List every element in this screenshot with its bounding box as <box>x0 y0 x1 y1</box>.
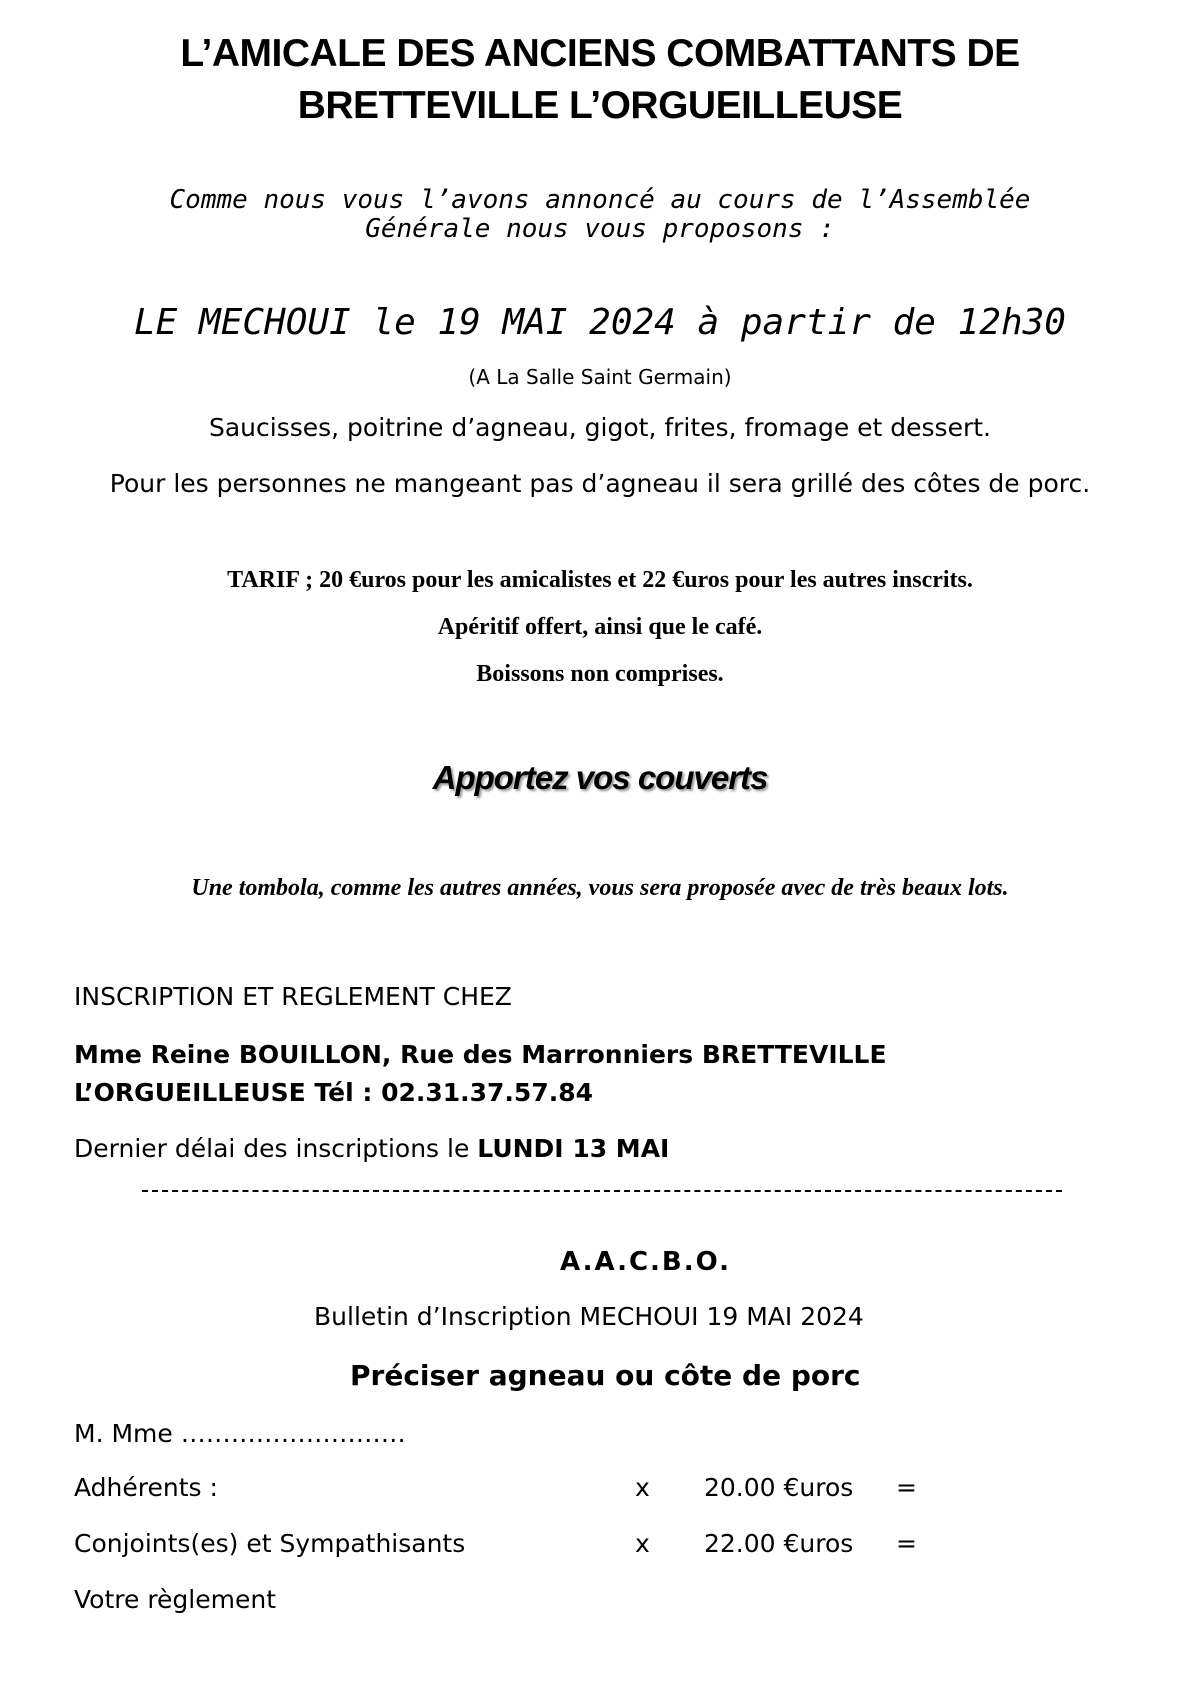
boissons-text: Boissons non comprises. <box>476 661 724 687</box>
event-headline: LE MECHOUI le 19 MAI 2024 à partir de 12h30 <box>134 302 1066 343</box>
deadline-date: LUNDI 13 MAI <box>477 1134 670 1163</box>
deadline-line <box>74 1133 669 1165</box>
aperitif-text: Apéritif offert, ainsi que le café. <box>437 614 763 640</box>
row-adherents-price: 20.00 €uros <box>704 1473 854 1502</box>
contact-info: Mme Reine BOUILLON, Rue des Marronniers BRETTEVILLE L’ORGUEILLEUSE Tél : 02.31.37.57.84 <box>74 1040 887 1107</box>
reminder-couverts: Apportez vos couverts <box>432 759 768 796</box>
payment-label: Votre règlement <box>74 1585 277 1614</box>
title-line-1: L’AMICALE DES ANCIENS COMBATTANTS DE <box>180 32 1020 75</box>
row-adherents-equals: = <box>896 1473 917 1502</box>
deadline-prefix: Dernier délai des inscriptions le <box>74 1134 478 1163</box>
inscription-heading: INSCRIPTION ET REGLEMENT CHEZ <box>74 982 512 1011</box>
event-venue: (A La Salle Saint Germain) <box>468 365 732 389</box>
event-alternative: Pour les personnes ne mangeant pas d’agneau il sera grillé des côtes de porc. <box>109 469 1091 498</box>
tombola-text: Une tombola, comme les autres années, vous sera proposée avec de très beaux lots. <box>191 875 1009 901</box>
event-menu: Saucisses, poitrine d’agneau, gigot, frites, fromage et dessert. <box>208 413 991 442</box>
intro-text <box>0 186 1200 244</box>
intro-line-1: Comme nous vous l’avons annoncé au cours de l’Assemblée <box>169 185 1031 215</box>
tarif-text: TARIF ; 20 €uros pour les amicalistes et 22 €uros pour les autres inscrits. <box>227 567 973 593</box>
row-conjoints-equals: = <box>896 1529 917 1558</box>
row-conjoints-times: x <box>635 1529 650 1558</box>
name-field: M. Mme ……………………… <box>74 1419 406 1448</box>
title-line-2: BRETTEVILLE L’ORGUEILLEUSE <box>297 84 903 127</box>
row-adherents-times: x <box>635 1473 650 1502</box>
form-org: A.A.C.B.O. <box>560 1247 732 1277</box>
intro-line-2: Générale nous vous proposons : <box>365 214 835 244</box>
row-conjoints-price: 22.00 €uros <box>704 1529 854 1558</box>
row-conjoints-label: Conjoints(es) et Sympathisants <box>74 1529 466 1558</box>
page-title <box>0 28 1200 132</box>
form-instruction: Préciser agneau ou côte de porc <box>350 1359 861 1392</box>
cut-line-divider <box>142 1190 1062 1192</box>
row-adherents-label: Adhérents : <box>74 1473 218 1502</box>
form-title: Bulletin d’Inscription MECHOUI 19 MAI 2024 <box>314 1302 864 1331</box>
